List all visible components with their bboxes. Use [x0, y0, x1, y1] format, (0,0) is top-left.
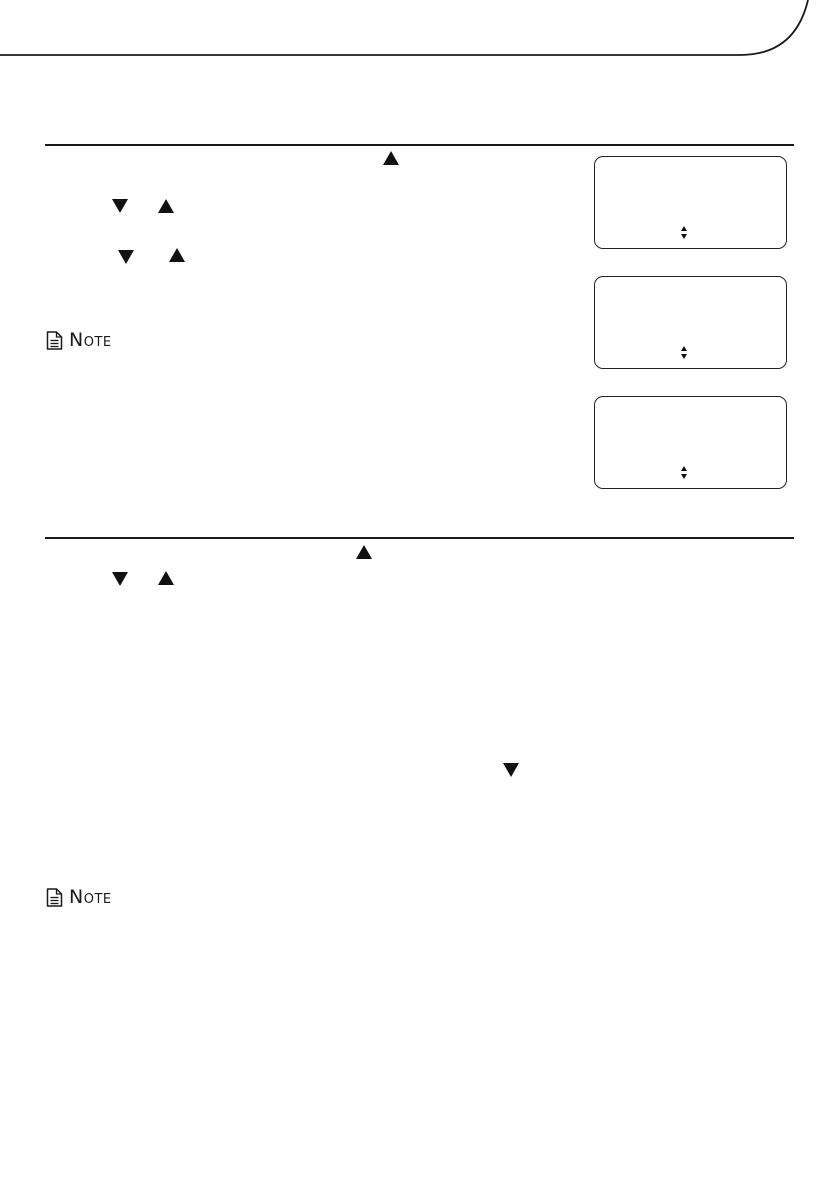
section-divider-1: [45, 144, 794, 146]
triangle-down-icon: [503, 763, 519, 777]
scroll-arrows-icon: [681, 346, 689, 360]
lcd-screen-3: [594, 396, 787, 489]
scroll-arrows-icon: [681, 226, 689, 240]
note-label: Note: [69, 329, 112, 351]
triangle-down-icon: [118, 250, 134, 264]
section-divider-2: [45, 537, 794, 539]
page-edge-curve: [0, 0, 839, 70]
note-icon: [46, 331, 63, 350]
note-heading: [46, 331, 112, 350]
lcd-screen-1: [594, 156, 787, 249]
triangle-up-icon: [356, 545, 372, 559]
note-icon: [46, 888, 63, 907]
note-label: Note: [69, 886, 112, 908]
triangle-up-icon: [169, 248, 185, 262]
note-heading: [46, 888, 112, 907]
lcd-screen-2: [594, 276, 787, 369]
triangle-up-icon: [158, 199, 174, 213]
triangle-down-icon: [112, 572, 128, 586]
triangle-down-icon: [112, 199, 128, 213]
triangle-up-icon: [158, 571, 174, 585]
scroll-arrows-icon: [681, 466, 689, 480]
triangle-up-icon: [383, 151, 399, 165]
